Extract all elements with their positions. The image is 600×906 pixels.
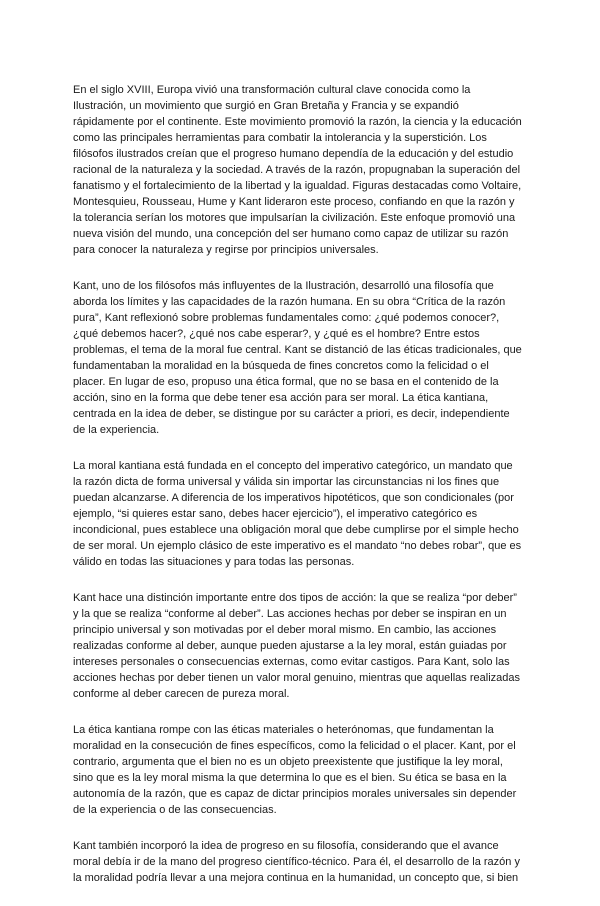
paragraph-duty-distinction: Kant hace una distinción importante entre dos tipos de acción: la que se realiza “por deber” y la que se realiza “conforme al deber”. Las acciones hechas por deber se inspiran en un principio universal y son motivadas por el deber moral mismo. En cambio, las acciones realizadas conforme al deber, aunque pueden ajustarse a la ley moral, están guiadas por intereses personales o consecuencias externas, como evitar castigos. Para Kant, solo las acciones hechas por deber tienen un valor moral genuino, mientras que aquellas realizadas conforme al deber carecen de pureza moral.	[73, 592, 520, 700]
paragraph-autonomy: La ética kantiana rompe con las éticas materiales o heterónomas, que fundamentan la moralidad en la consecución de fines específicos, como la felicidad o el placer. Kant, por el contrario, argumenta que el bien no es un objeto preexistente que justifique la ley moral, sino que es la ley moral misma la que determina lo que es el bien. Su ética se basa en la autonomía de la razón, que es capaz de dictar principios morales universales sin depender de la experiencia o de las consecuencias.	[73, 724, 517, 816]
paragraph-enlightenment: En el siglo XVIII, Europa vivió una transformación cultural clave conocida como la Ilustración, un movimiento que surgió en Gran Bretaña y Francia y se expandió rápidamente por el continente. Este movimiento promovió la razón, la ciencia y la educación como las principales herramientas para combatir la intolerancia y la superstición. Los filósofos ilustrados creían que el progreso humano dependía de la educación y del estudio racional de la naturaleza y la sociedad. A través de la razón, propugnaban la superación del fanatismo y el fortalecimiento de la libertad y la igualdad. Figuras destacadas como Voltaire, Montesquieu, Rousseau, Hume y Kant lideraron este proceso, confiando en que la razón y la tolerancia serían los motores que impulsarían la civilización. Este enfoque promovió una nueva visión del mundo, una concepción del ser humano como capaz de utilizar su razón para conocer la naturaleza y regirse por principios universales.	[73, 84, 522, 256]
document-body	[73, 82, 523, 906]
paragraph-categorical-imperative: La moral kantiana está fundada en el concepto del imperativo categórico, un mandato que la razón dicta de forma universal y válida sin importar las circunstancias ni los fines que puedan alcanzarse. A diferencia de los imperativos hipotéticos, que son condicionales (por ejemplo, “si quieres estar sano, debes hacer ejercicio”), el imperativo categórico es incondicional, pues establece una obligación moral que debe cumplirse por el simple hecho de ser moral. Un ejemplo clásico de este imperativo es el mandato “no debes robar”, que es válido en todas las situaciones y para todas las personas.	[73, 460, 522, 568]
paragraph-progress: Kant también incorporó la idea de progreso en su filosofía, considerando que el avance moral debía ir de la mano del progreso científico-técnico. Para él, el desarrollo de la razón y la moralidad podría llevar a una mejora continua en la humanidad, un concepto que, si bien	[73, 840, 520, 884]
paragraph-kant-critique: Kant, uno de los filósofos más influyentes de la Ilustración, desarrolló una filosofía que aborda los límites y las capacidades de la razón humana. En su obra “Crítica de la razón pura”, Kant reflexionó sobre problemas fundamentales como: ¿qué podemos conocer?, ¿qué debemos hacer?, ¿qué nos cabe esperar?, y ¿qué es el hombre? Entre estos problemas, el tema de la moral fue central. Kant se distanció de las éticas tradicionales, que fundamentaban la moralidad en la búsqueda de fines concretos como la felicidad o el placer. En lugar de eso, propuso una ética formal, que no se basa en el contenido de la acción, sino en la forma que debe tener esa acción para ser moral. La ética kantiana, centrada en la idea de deber, se distingue por su carácter a priori, es decir, independiente de la experiencia.	[73, 280, 522, 436]
